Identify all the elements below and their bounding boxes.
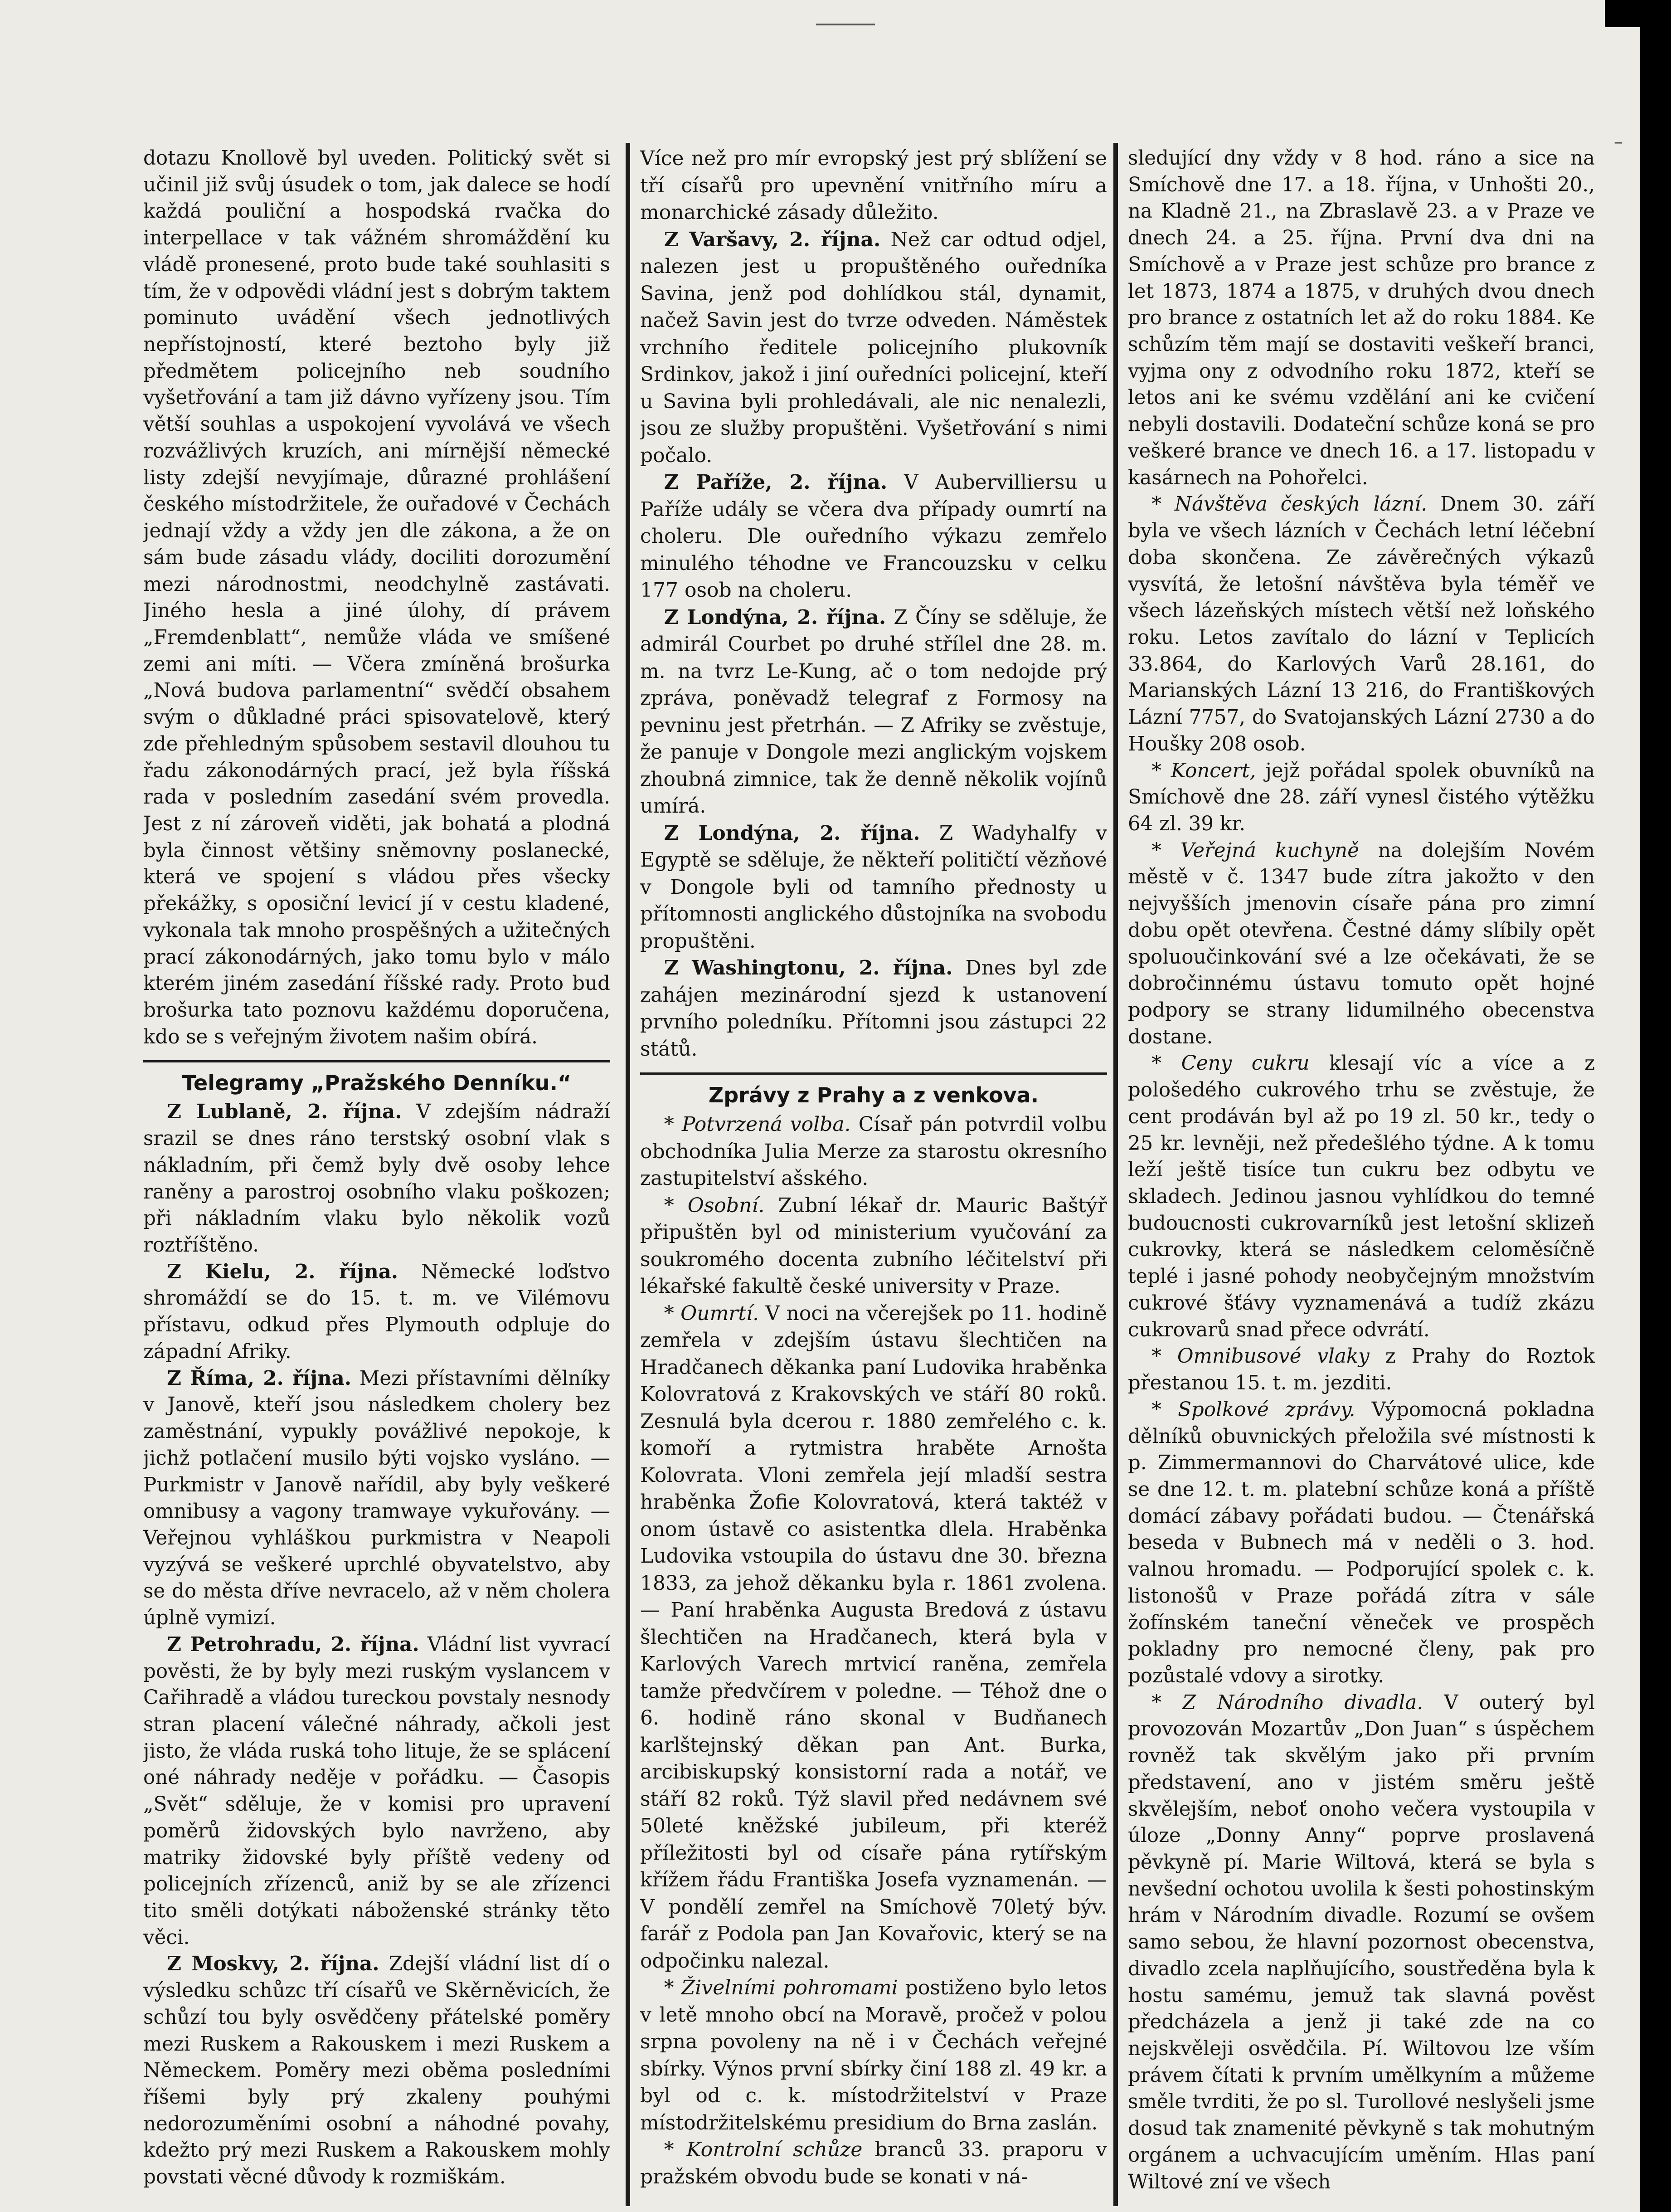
article-text: dotazu Knollově byl uveden. Politický svět si učinil již svůj úsudek o tom, jak dalece se hodí každá pouliční a hospodská rvačka do interpellace v tak vážném shromáždění ku vládě pronesené, proto bude také souhlasiti s tím, že v odpovědi vládní jest s dobrým taktem pominuto uvádění všech jednotlivých nepřístojností, které beztoho byly již předmětem policejního neb soudního vyšetřování a tam již dávno vyřízeny jsou. Tím větší souhlas a uspokojení vyvolává ve všech rozvážlivých kruzích, ani mírnější německé listy zdejší nevyjímaje, důrazné prohlášení českého místodržitele, že ouřadové v Čechách jednají vždy a vždy jen dle zákona, a že on sám bude zásadu vlády, dociliti dorozumění mezi národnostmi, neodchylně zastávati. Jiného hesla a jiné úlohy, dí právem „Fremdenblatt“, nemůže vláda ve smíšené zemi ani míti. — Včera zmíněná brošurka „Nová budova parlamentní“ svědčí obsahem svým o důkladné práci spisovatelově, který zde přehledným spůsobem sestavil dlouhou tu řadu zákonodárných prací, jež byla říšská rada v posledním zasedání svém provedla. Jest z ní zároveň viděti, jak bohatá a plodná byla činnost většiny sněmovny poslanecké, která ve spojení s vládou přes všecky překážky, s oposiční levicí jí v cestu kladené, vykonala tak mnoho prospěšných a užitečných prací zákonodárných, jako tomu bylo v málo kterém jiném zasedání říšské rady. Proto bud brošurka tato poznovu každému doporučena, kdo se s veřejným životem našim obírá. <box>143 147 610 1048</box>
news-item: * Kontrolní schůze branců 33. praporu v pražském obvodu bude se konati v ná- <box>640 2138 1107 2188</box>
telegram-text: V Aubervilliersu u Paříže udály se včera dva případy oumrtí na choleru. Dle ouředního výkazu zemřelo minulého téhodne ve Francouzsku v celku 177 osob na choleru. <box>640 471 1107 602</box>
telegram-item <box>640 955 1107 1062</box>
news-label: Návštěva českých lázní. <box>1175 493 1428 516</box>
news-item: * Omnibusové vlaky z Prahy do Roztok přestanou 15. t. m. jezditi. <box>1128 1345 1595 1395</box>
telegram-dateline: Z Petrohradu, 2. října. <box>167 1632 419 1656</box>
news-text: klesají víc a více a z pološedého cukrového trhu se zvěstuje, že cent prodáván byl až po 19 zl. 50 kr., tedy o 25 kr. levněji, než předešlého týdne. A k tomu leží ještě tisíce tun cukru bez odbytu ve skladech. Jedinou jasnou vyhlídkou do temné budoucnosti cukrovarníků jest letošní sklizeň cukrovky, která se následkem celoměsíčně teplé i jasné pohody neobyčejným množstvím cukrové šťávy vyznamenává a tudíž zkázu cukrovarů snad přece odvrátí. <box>1128 1052 1595 1341</box>
news-item: * Koncert, jejž pořádal spolek obuvníků na Smíchově dne 28. září vynesl čistého výtěžku 64 zl. 39 kr. <box>1128 759 1595 835</box>
news-text: Zubní lékař dr. Mauric Baštýř připuštěn byl od ministerium vyučování za soukromého docenta zubního léčitelství při lékařské fakultě české university v Praze. <box>640 1194 1107 1298</box>
news-item: * Osobní. Zubní lékař dr. Mauric Baštýř připuštěn byl od ministerium vyučování za soukromého docenta zubního léčitelství při lékařské fakultě české university v Praze. <box>640 1194 1107 1298</box>
news-text: Výpomocná pokladna dělníků obuvnických přeložila své místnosti k p. Zimmermannovi do Charvátové ulice, kde se dne 12. t. m. platební schůze koná a příště domácí zábavy pořádati budou. — Čtenářská beseda v Bubnech má v neděli o 3. hod. valnou hromadu. — Podporující spolek c. k. listonošů v Praze pořádá zítra v sále žofínském taneční věneček ve prospěch pokladny pro nemocné členy, pak pro pozůstalé vdovy a sirotky. <box>1128 1398 1595 1687</box>
telegram-item <box>640 820 1107 955</box>
telegram-item <box>640 604 1107 820</box>
news-text: V outerý byl provozován Mozartův „Don Juan“ s úspěchem rovněž tak skvělým jako při prvním představení, ano v jistém směru ještě skvělejším, neboť onoho večera vystoupila v úloze „Donny Anny“ poprve proslavená pěvkyně pí. Marie Wiltová, která se byla s nevšední ochotou uvolila k šesti pohostinským hrám v Národním divadle. Rozumí se ovšem samo sebou, že hlavní pozornost obecenstva, divadlo zcela naplňujícího, soustředěna byla k hostu samému, jemuž tak slavná pověst předcházela a jenž ji také zde na co nejskvěleji osvědčila. Pí. Wiltovou lze vším právem čítati k prvním umělkyním a můžeme směle tvrditi, že po sl. Turollové neslyšeli jsme dosud tak znamenité pěvkyně s tak mohutným orgánem a uchvacujícím uměním. Hlas paní Wiltové zní ve všech <box>1128 1691 1595 2193</box>
news-label: Omnibusové vlaky <box>1177 1345 1370 1368</box>
column-2 <box>640 145 1107 2204</box>
news-text: jejž pořádal spolek obuvníků na Smíchově dne 28. září vynesl čistého výtěžku 64 zl. 39 kr. <box>1128 759 1595 835</box>
article-text: Více než pro mír evropský jest prý sblížení se tří císařů pro upevnění vnitřního míru a monarchické zásady důležito. <box>640 147 1107 224</box>
telegram-text: Z Číny se sděluje, že admirál Courbet po druhé střílel dne 28. m. m. na tvrz Le-Kung, ač o tom nedojde prý zpráva, poněvadž telegraf z Formosy na pevninu jest přetrhán. — Z Afriky se zvěstuje, že panuje v Dongole mezi anglickým vojskem zhoubná zimnice, tak že denně několik vojínů umírá. <box>640 605 1107 818</box>
column-3 <box>1128 145 1595 2204</box>
news-text: branců 33. praporu v pražském obvodu bude se konati v ná- <box>640 2138 1107 2188</box>
column-rule-2 <box>1113 143 1118 2206</box>
news-item: * Veřejná kuchyně na dolejším Novém městě v č. 1347 bude zítra jakožto v den nejvyšších jmenovin císaře pána pro zimní dobu opět otevřena. Čestné dámy slíbily opět spoluoučinkování své a lze očekávati, že se dobročinnému ústavu tomuto opět hojné podpory se strany lidumilného obecenstva dostane. <box>1128 839 1595 1048</box>
telegram-text: Mezi přístavními dělníky v Janově, kteří jsou následkem cholery bez zaměstnání, vypukly povážlivé nepokoje, k jichž potlačení musilo býti vojsko vysláno. — Purkmistr v Janově nařídil, aby byly veškeré omnibusy a vagony tramwaye vykuřovány. — Veřejnou vyhláškou purkmistra v Neapoli vyzývá se veškeré uprchlé obyvatelstvo, aby se do města dříve nevracelo, až v něm cholera úplně vymizí. <box>143 1367 610 1630</box>
page-mark: – <box>1614 132 1623 152</box>
news-header: Zprávy z Prahy a z venkova. <box>640 1072 1107 1109</box>
telegram-item <box>143 1951 610 2190</box>
telegram-dateline: Z Říma, 2. října. <box>167 1366 352 1390</box>
column-1 <box>143 145 610 2204</box>
telegram-dateline: Z Paříže, 2. října. <box>664 471 888 494</box>
news-item: * Oumrtí. V noci na včerejšek po 11. hodině zemřela v zdejším ústavu šlechtičen na Hradčanech děkanka paní Ludovika hraběnka Kolovratová z Krakovských ve stáří 80 roků. Zesnulá byla dcerou r. 1880 zemřelého c. k. komoří a rytmistra hraběte Arnošta Kolovrata. Vloni zemřela její mladší sestra hraběnka Žofie Kolovratová, která taktéž v onom ústavě co asistentka dlela. Hraběnka Ludovika vstoupila do ústavu dne 30. března 1833, za jehož děkanku byla r. 1861 zvolena. — Paní hraběnka Augusta Bredová z ústavu šlechtičen na Hradčanech, která byla v Karlových Varech mrtvicí raněna, zemřela tamže předvčírem v poledne. — Téhož dne o 6. hodině ráno skonal v Budňanech karlštejnský děkan pan Ant. Burka, arcibiskupský konsistorní rada a notář, ve stáří 82 roků. Týž slavil před nedávnem své 50leté kněžské jubileum, při kteréž příležitosti byl od císaře pána rytířským křížem řádu Františka Josefa vyznamenán. — V pondělí zemřel na Smíchově 70letý býv. farář z Podola pan Jan Kovařovic, který se na odpočinku nalezal. <box>640 1301 1107 1973</box>
telegram-item <box>143 1099 610 1258</box>
telegrams-header: Telegramy „Pražského Denníku.“ <box>143 1060 610 1097</box>
telegram-text: Než car odtud odjel, nalezen jest u propuštěného ouředníka Savina, jenž pod dohlídkou stál, dynamit, načež Savin jest do tvrze odveden. Náměstek vrchního ředitele policejního plukovník Srdinkov, jakož i jiní ouředníci policejní, kteří u Savina byli prohledávali, ale nic nenalezli, jsou ze služby propuštěni. Vyšetřování s nimi počalo. <box>640 228 1107 467</box>
telegram-dateline: Z Varšavy, 2. října. <box>664 228 881 251</box>
telegram-dateline: Z Londýna, 2. října. <box>664 821 920 845</box>
telegram-text: Německé loďstvo shromáždí se do 15. t. m. ve Vilémovu přístavu, odkud přes Plymouth odpluje do západní Afriky. <box>143 1260 610 1363</box>
news-item: * Potvrzená volba. Císař pán potvrdil volbu obchodníka Julia Merze za starostu okresního zastupitelství ašského. <box>640 1113 1107 1190</box>
telegram-dateline: Z Washingtonu, 2. října. <box>664 956 953 979</box>
column-rule-1 <box>626 143 630 2206</box>
telegram-item <box>640 469 1107 604</box>
news-text: Císař pán potvrdil volbu obchodníka Julia Merze za starostu okresního zastupitelství ašského. <box>640 1113 1107 1190</box>
telegram-item <box>640 226 1107 469</box>
news-label: Spolkové zprávy. <box>1178 1398 1355 1421</box>
news-label: Živelními pohromami <box>681 1976 898 1999</box>
telegram-dateline: Z Moskvy, 2. října. <box>167 1952 379 1976</box>
telegram-item <box>143 1365 610 1632</box>
news-text: postiženo bylo letos v letě mnoho obcí na Moravě, pročež v polou srpna povoleny na ně i v Čechách veřejné sbírky. Výnos první sbírky činí 188 zl. 49 kr. a byl od c. k. místodržitelství v Praze místodržitelskému presidium do Brna zaslán. <box>640 1976 1107 2134</box>
news-label: Osobní. <box>687 1194 765 1217</box>
article-text: sledující dny vždy v 8 hod. ráno a sice na Smíchově dne 17. a 18. října, v Unhošti 20., na Kladně 21., na Zbraslavě 23. a v Praze ve dnech 24. a 25. října. První dva dni na Smíchově a v Praze jest schůze pro brance z let 1873, 1874 a 1875, v druhých dvou dnech pro brance z ostatních let až do roku 1884. Ke schůzím těm mají se dostaviti veškeří branci, vyjma ony z odvodního roku 1872, kteří se letos ani ke svému vzdělání ani ke cvičení nebyli dostavili. Dodateční schůze koná se pro veškeré brance ve dnech 16. a 17. listopadu v kasárnech na Pohořelci. <box>1128 147 1595 489</box>
telegram-text: Dnes byl zde zahájen mezinárodní sjezd k ustanovení prvního poledníku. Přítomni jsou zástupci 22 států. <box>640 956 1107 1061</box>
news-text: z Prahy do Roztok přestanou 15. t. m. jezditi. <box>1128 1345 1595 1395</box>
telegram-text: Vládní list vyvrací pověsti, že by byly mezi ruským vyslancem v Cařihradě a vládou tureckou povstaly nesnody stran placení válečné náhrady, ačkoli jest jisto, že vláda ruská toho lituje, že se splácení oné náhrady neděje v pořádku. — Časopis „Svět“ sděluje, že v komisi pro upravení poměrů židovských bylo navrženo, aby matriky židovské byly příště vedeny od policejních zřízenců, aniž by se ale zřízenci tito směli dotýkati náboženské stránky těto věci. <box>143 1633 610 1949</box>
news-label: Z Národního divadla. <box>1182 1691 1423 1714</box>
news-label: Oumrtí. <box>680 1301 759 1325</box>
news-item: * Spolkové zprávy. Výpomocná pokladna dělníků obuvnických přeložila své místnosti k p. Zimmermannovi do Charvátové ulice, kde se dne 12. t. m. platební schůze koná a příště domácí zábavy pořádati budou. — Čtenářská beseda v Bubnech má v neděli o 3. hod. valnou hromadu. — Podporující spolek c. k. listonošů v Praze pořádá zítra v sále žofínském taneční věneček ve prospěch pokladny pro nemocné členy, pak pro pozůstalé vdovy a sirotky. <box>1128 1398 1595 1687</box>
telegram-item <box>143 1259 610 1365</box>
top-rule <box>816 24 875 25</box>
telegram-dateline: Z Kielu, 2. října. <box>167 1260 398 1283</box>
news-item: * Ceny cukru klesají víc a více a z pološedého cukrového trhu se zvěstuje, že cent prodáván byl až po 19 zl. 50 kr., tedy o 25 kr. levněji, než předešlého týdne. A k tomu leží ještě tisíce tun cukru bez odbytu ve skladech. Jedinou jasnou vyhlídkou do temné budoucnosti cukrovarníků jest letošní sklizeň cukrovky, která se následkem celoměsíčně teplé i jasné pohody neobyčejným množstvím cukrové šťávy vyznamenává a tudíž zkázu cukrovarů snad přece odvrátí. <box>1128 1052 1595 1341</box>
news-item: * Z Národního divadla. V outerý byl provozován Mozartův „Don Juan“ s úspěchem rovněž tak skvělým jako při prvním představení, ano v jistém směru ještě skvělejším, neboť onoho večera vystoupila v úloze „Donny Anny“ poprve proslavená pěvkyně pí. Marie Wiltová, která se byla s nevšední ochotou uvolila k šesti pohostinským hrám v Národním divadle. Rozumí se ovšem samo sebou, že hlavní pozornost obecenstva, divadlo zcela naplňujícího, soustředěna byla k hostu samému, jemuž tak slavná pověst předcházela a jenž ji také zde na co nejskvěleji osvědčila. Pí. Wiltovou lze vším právem čítati k prvním umělkyním a můžeme směle tvrditi, že po sl. Turollové neslyšeli jsme dosud tak znamenité pěvkyně s tak mohutným orgánem a uchvacujícím uměním. Hlas paní Wiltové zní ve všech <box>1128 1691 1595 2193</box>
telegram-text: Zdejší vládní list dí o výsledku schůzc tří císařů ve Skěrněvicích, že schůzí tou byly osvědčeny přátelské poměry mezi Ruskem a Rakouskem i mezi Ruskem a Německem. Poměry mezi oběma posledními říšemi byly prý zkaleny pouhými nedorozuměními osobní a náhodné povahy, kdežto prý mezi Ruskem a Rakouskem mohly povstati věcné důvody k rozmiškám. <box>143 1953 610 2189</box>
news-item: * Návštěva českých lázní. Dnem 30. září byla ve všech lázních v Čechách letní léčební doba skončena. Ze závěrečných výkazů vysvítá, že letošní návštěva byla téměř ve všech lázeňských místech větší než loňského roku. Letos zavítalo do lázní v Teplicích 33.864, do Karlových Varů 28.161, do Marianských Lázní 13 216, do Františkových Lázní 7757, do Svatojanských Lázní 2730 a do Houšky 208 osob. <box>1128 493 1595 755</box>
telegram-item <box>143 1632 610 1951</box>
news-text: V noci na včerejšek po 11. hodině zemřela v zdejším ústavu šlechtičen na Hradčanech děkanka paní Ludovika hraběnka Kolovratová z Krakovských ve stáří 80 roků. Zesnulá byla dcerou r. 1880 zemřelého c. k. komoří a rytmistra hraběte Arnošta Kolovrata. Vloni zemřela její mladší sestra hraběnka Žofie Kolovratová, která taktéž v onom ústavě co asistentka dlela. Hraběnka Ludovika vstoupila do ústavu dne 30. března 1833, za jehož děkanku byla r. 1861 zvolena. — Paní hraběnka Augusta Bredová z ústavu šlechtičen na Hradčanech, která byla v Karlových Varech mrtvicí raněna, zemřela tamže předvčírem v poledne. — Téhož dne o 6. hodině ráno skonal v Budňanech karlštejnský děkan pan Ant. Burka, arcibiskupský konsistorní rada a notář, ve stáří 82 roků. Týž slavil před nedávnem své 50leté kněžské jubileum, při kteréž příležitosti byl od císaře pána rytířským křížem řádu Františka Josefa vyznamenán. — V pondělí zemřel na Smíchově 70letý býv. farář z Podola pan Jan Kovařovic, který se na odpočinku nalezal. <box>640 1301 1107 1973</box>
telegram-dateline: Z Lublaně, 2. října. <box>167 1100 402 1124</box>
news-item: * Živelními pohromami postiženo bylo letos v letě mnoho obcí na Moravě, pročež v polou srpna povoleny na ně i v Čechách veřejné sbírky. Výnos první sbírky činí 188 zl. 49 kr. a byl od c. k. místodržitelství v Praze místodržitelskému presidium do Brna zaslán. <box>640 1976 1107 2134</box>
scan-edge-right <box>1640 0 1671 2212</box>
news-label: Veřejná kuchyně <box>1180 839 1359 862</box>
news-label: Koncert, <box>1171 759 1256 782</box>
news-label: Ceny cukru <box>1181 1052 1310 1075</box>
news-label: Potvrzená volba. <box>681 1113 851 1136</box>
news-label: Kontrolní schůze <box>686 2138 863 2161</box>
news-text: Dnem 30. září byla ve všech lázních v Čechách letní léčební doba skončena. Ze závěrečných výkazů vysvítá, že letošní návštěva byla téměř ve všech lázeňských místech větší než loňského roku. Letos zavítalo do lázní v Teplicích 33.864, do Karlových Varů 28.161, do Marianských Lázní 13 216, do Františkových Lázní 7757, do Svatojanských Lázní 2730 a do Houšky 208 osob. <box>1128 493 1595 755</box>
telegram-text: V zdejším nádraží srazil se dnes ráno terstský osobní vlak s nákladním, při čemž byly dvě osoby lehce raněny a parostroj osobního vlaku poškozen; při nákladním vlaku bylo několik vozů roztříštěno. <box>143 1101 610 1257</box>
news-text: na dolejším Novém městě v č. 1347 bude zítra jakožto v den nejvyšších jmenovin císaře pána pro zimní dobu opět otevřena. Čestné dámy slíbily opět spoluoučinkování své a lze očekávati, že se dobročinnému ústavu tomuto opět hojné podpory se strany lidumilného obecenstva dostane. <box>1128 839 1595 1048</box>
telegram-text: Z Wadyhalfy v Egyptě se sděluje, že někteří političtí vězňové v Dongole byli od tamního přednosty u přítomnosti anglického důstojníka na svobodu propuštěni. <box>640 821 1107 953</box>
telegram-dateline: Z Londýna, 2. října. <box>664 605 886 629</box>
